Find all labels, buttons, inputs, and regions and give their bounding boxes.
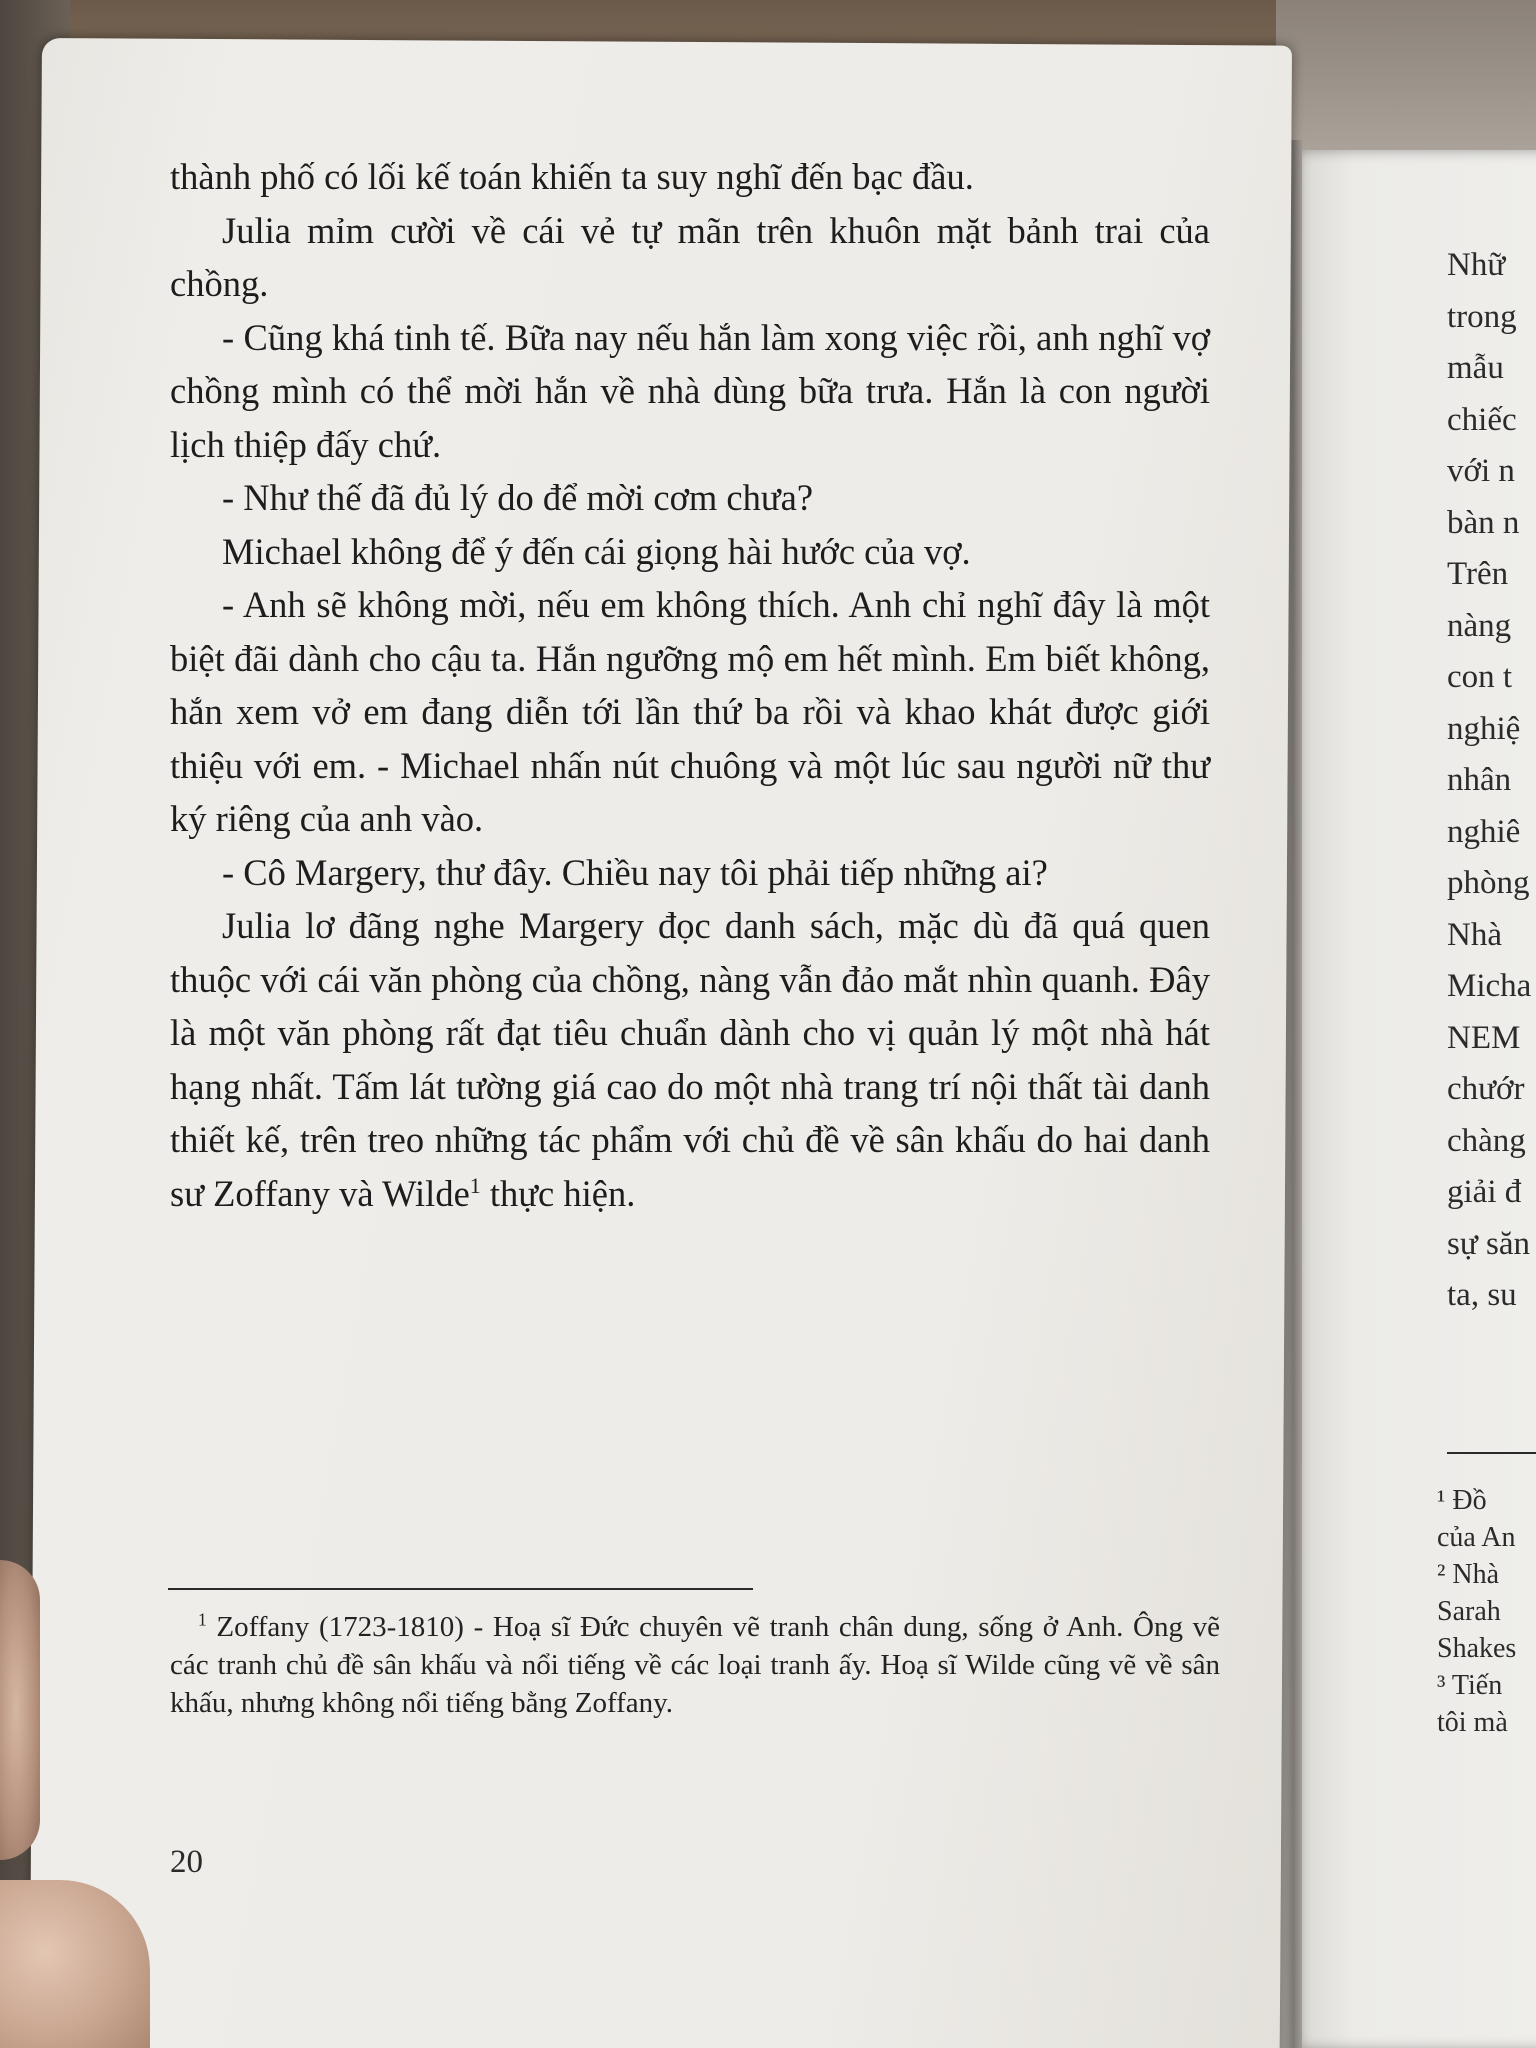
paragraph: - Như thế đã đủ lý do để mời cơm chưa?	[222, 477, 814, 518]
footnote-divider	[168, 1588, 753, 1590]
facing-footnote-line: Sarah	[1437, 1596, 1501, 1627]
facing-line: chướr	[1447, 1071, 1525, 1107]
facing-footnote-line: Shakes	[1437, 1633, 1517, 1664]
body-text	[170, 150, 1210, 1220]
facing-line: sự săn	[1447, 1225, 1530, 1262]
facing-line: NEM	[1447, 1019, 1521, 1056]
facing-footnotes	[1437, 1482, 1516, 1741]
facing-footnote-line: của An	[1437, 1522, 1516, 1553]
paragraph: Julia mỉm cười về cái vẻ tự mãn trên khuôn mặt bảnh trai của chồng.	[170, 209, 1210, 304]
facing-line: giải đ	[1447, 1174, 1522, 1210]
page-number: 20	[170, 1844, 203, 1880]
facing-line: chàng	[1447, 1122, 1526, 1159]
footnote-text: Zoffany (1723-1810) - Hoạ sĩ Đức chuyên vẽ tranh chân dung, sống ở Anh. Ông vẽ các tranh chủ đề sân khấu và nổi tiếng về các loại tranh ấy. Hoạ sĩ Wilde cũng vẽ về sân khấu, nhưng không nổi tiếng bằng Zoffany.	[170, 1611, 1220, 1719]
facing-line: trong	[1447, 298, 1517, 335]
facing-line: nghiệ	[1447, 710, 1521, 747]
facing-line: nàng	[1447, 607, 1512, 644]
facing-line: nhân	[1447, 762, 1512, 798]
paragraph: - Anh sẽ không mời, nếu em không thích. Anh chỉ nghĩ đây là một biệt đãi dành cho cậu ta. Hắn ngưỡng mộ em hết mình. Em biết không, hắn xem vở em đang diễn tới lần thứ ba rồi và khao khát được giới thiệu với em. - Michael nhấn nút chuông và một lúc sau người nữ thư ký riêng của anh vào.	[170, 584, 1210, 839]
facing-line: Micha	[1447, 968, 1532, 1004]
paragraph: Michael không để ý đến cái giọng hài hước của vợ.	[222, 530, 971, 572]
facing-footnote-line: ³ Tiến	[1437, 1670, 1503, 1701]
paragraph-text: Julia lơ đãng nghe Margery đọc danh sách, mặc dù đã quá quen thuộc với cái văn phòng của chồng, nàng vẫn đảo mắt nhìn quanh. Đây là một văn phòng rất đạt tiêu chuẩn dành cho vị quản lý một nhà hát hạng nhất. Tấm lát tường giá cao do một nhà trang trí nội thất tài danh thiết kế, trên treo những tác phẩm với chủ đề về sân khấu do hai danh sư Zoffany và Wilde	[170, 905, 1210, 1214]
paragraph-with-footnote	[170, 899, 1210, 1220]
facing-footnote-line: tôi mà	[1437, 1707, 1508, 1738]
footnote-item	[170, 1608, 1220, 1722]
facing-line: Nhữ	[1447, 247, 1506, 283]
facing-line: với n	[1447, 453, 1515, 489]
facing-line: mẫu	[1447, 350, 1504, 386]
facing-line: ta, su	[1447, 1277, 1517, 1313]
facing-footnote-divider	[1447, 1452, 1536, 1454]
facing-line: chiếc	[1447, 401, 1517, 438]
facing-footnote-line: ² Nhà	[1437, 1559, 1500, 1590]
facing-line: Nhà	[1447, 916, 1502, 953]
facing-line: bàn n	[1447, 504, 1520, 541]
facing-line: Trên	[1447, 556, 1509, 592]
facing-page-text	[1447, 240, 1531, 1322]
footnote-marker: 1	[469, 1172, 481, 1198]
paragraph: - Cũng khá tinh tế. Bữa nay nếu hắn làm xong việc rồi, anh nghĩ vợ chồng mình có thể mời hắn về nhà dùng bữa trưa. Hắn là con người lịch thiệp đấy chứ.	[170, 316, 1210, 465]
facing-line: con t	[1447, 659, 1513, 695]
footnote-number: 1	[198, 1609, 207, 1630]
facing-line: phòng	[1447, 865, 1530, 901]
facing-line: nghiê	[1447, 813, 1521, 850]
facing-footnote-line: ¹ Đồ	[1437, 1485, 1487, 1516]
paragraph: - Cô Margery, thư đây. Chiều nay tôi phải tiếp những ai?	[222, 851, 1048, 893]
paragraph: thành phố có lối kế toán khiến ta suy nghĩ đến bạc đầu.	[170, 156, 974, 197]
paragraph-tail: thực hiện.	[480, 1172, 636, 1214]
footnotes	[170, 1608, 1220, 1722]
thumb-left	[0, 1560, 40, 1860]
